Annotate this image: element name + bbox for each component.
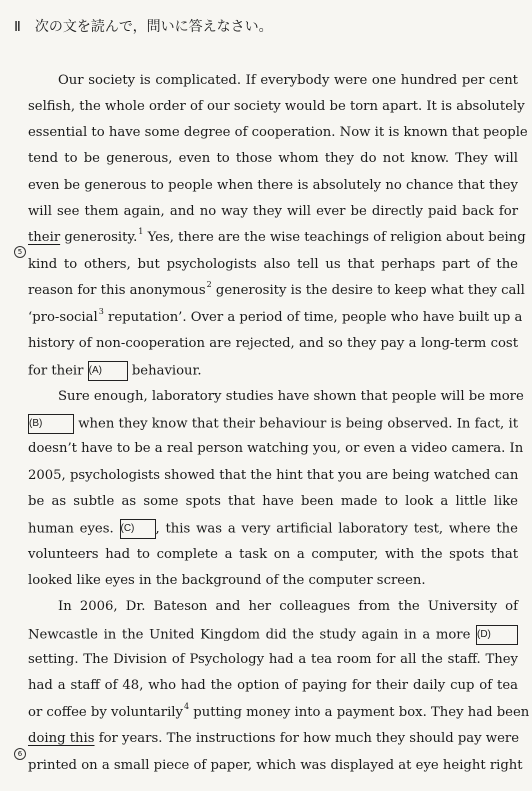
p3-line-1: In 2006, Dr. Bateson and her colleagues from the University of [58,599,518,614]
p1-line-12: for their (A) behaviour. [28,361,518,381]
blank-D[interactable]: (D) [476,625,518,645]
footnote-marker-1: 1 [138,227,144,236]
p2-line-6: human eyes. (C) , this was a very artificial laboratory test, where the [28,519,518,539]
p1-line-4: tend to be generous, even to those whom they do not know. They will [28,151,518,166]
p2-line-3: doesn’t have to be a real person watching you, or even a video camera. In [28,441,524,456]
question-number: Ⅱ [14,20,21,35]
p2-line-7: volunteers had to complete a task on a computer, with the spots that [28,547,518,562]
footnote-marker-3: 3 [98,307,104,316]
underline-marker-5: 5 [14,246,26,258]
blank-A[interactable]: (A) [88,361,128,381]
underline-marker-6: 6 [14,748,26,760]
footnote-marker-4: 4 [183,702,190,711]
p3-line-5: or coffee by voluntarily$^4$ putting money into a payment box. They had been [28,702,530,720]
p3-line-7: printed on a small piece of paper, which was displayed at eye height right [28,758,523,773]
p3-line-6: doing this for years. The instructions for how much they should pay were [28,731,519,746]
p3-line-2: Newcastle in the United Kingdom did the study again in a more (D) [28,625,518,645]
p1-line-7: their generosity.$^1$ Yes, there are the wise teachings of religion about being [28,227,526,245]
p2-line-8: looked like eyes in the background of the computer screen. [28,573,426,588]
blank-C[interactable]: (C) [120,519,156,539]
p2-line-1: Sure enough, laboratory studies have shown that people will be more [58,389,524,404]
p1-line-3: essential to have some degree of cooperation. Now it is known that people [28,125,528,140]
underlined-phrase-5: their [28,230,61,245]
underlined-phrase-6: doing this [28,731,95,746]
p2-line-4: 2005, psychologists showed that the hint that you are being watched can [28,468,519,483]
p1-line-9: reason for this anonymous$^2$ generosity is the desire to keep what they call [28,280,525,298]
p1-line-1: Our society is complicated. If everybody were one hundred per cent [58,73,518,88]
p2-line-2: (B) when they know that their behaviour is being observed. In fact, it [28,414,518,434]
p2-line-5: be as subtle as some spots that have been made to look a little like [28,494,518,509]
question-header [14,16,273,36]
p1-line-11: history of non-cooperation are rejected, and so they pay a long-term cost [28,336,518,351]
p1-line-6: will see them again, and no way they will ever be directly paid back for [28,204,518,219]
footnote-marker-2: 2 [206,280,212,289]
question-instruction: 次の文を読んで，問いに答えなさい。 [34,19,273,35]
p1-line-10: ‘pro-social$^3$ reputation’. Over a period of time, people who have built up a [28,307,523,325]
p3-line-4: had a staff of 48, who had the option of paying for their daily cup of tea [28,678,518,693]
p1-line-8: kind to others, but psychologists also tell us that perhaps part of the [28,257,518,272]
p1-line-5: even be generous to people when there is absolutely no chance that they [28,178,518,193]
p1-line-2: selfish, the whole order of our society would be torn apart. It is absolutely [28,99,525,114]
p3-line-3: setting. The Division of Psychology had a tea room for all the staff. They [28,652,518,667]
blank-B[interactable]: (B) [28,414,74,434]
